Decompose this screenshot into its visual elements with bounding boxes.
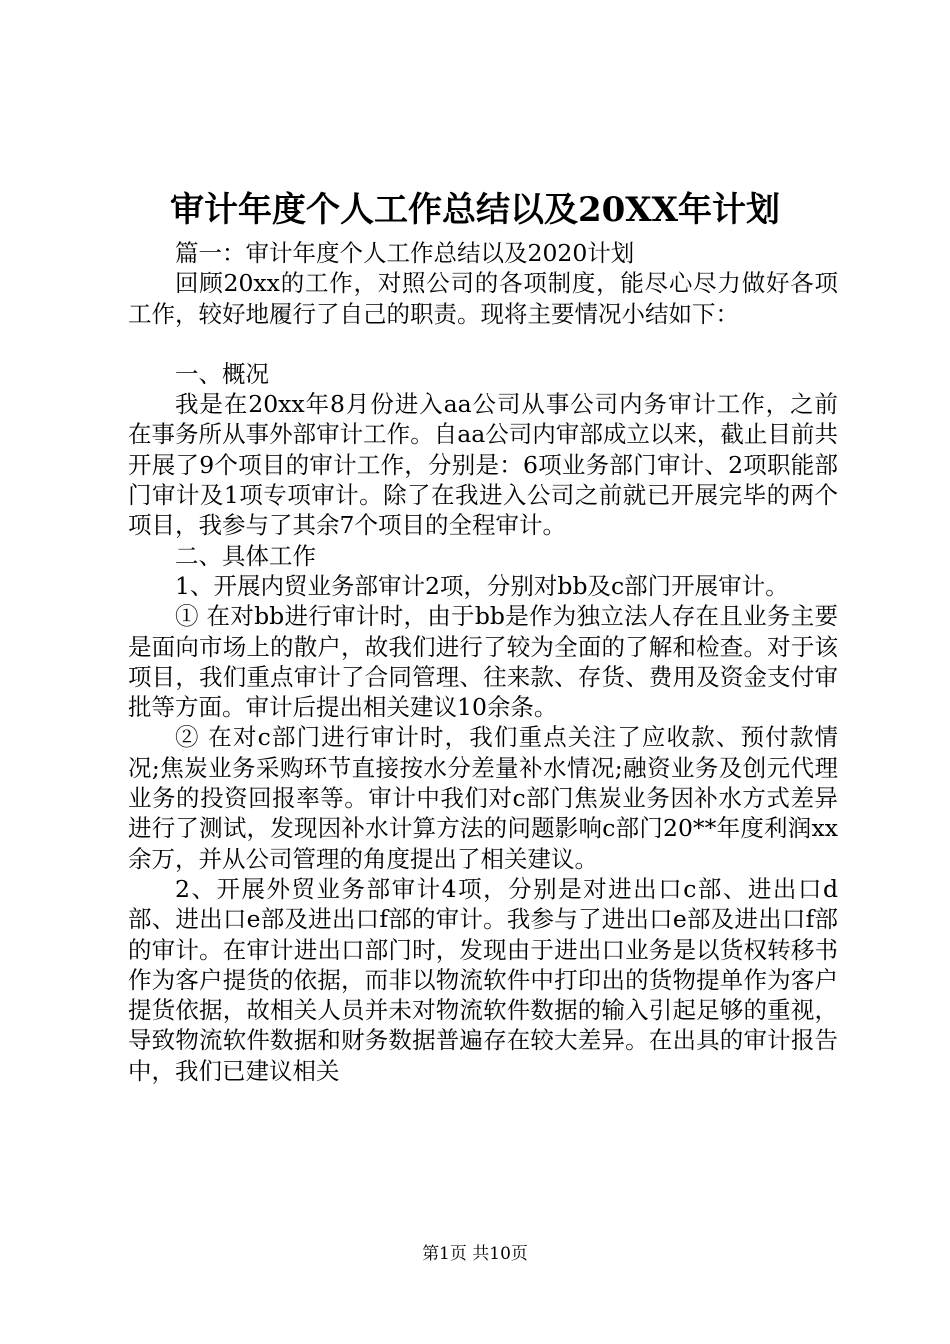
page-number-footer: 第1页 共10页	[422, 1244, 528, 1264]
paragraph: 1、开展内贸业务部审计2项，分别对bb及c部门开展审计。	[175, 571, 789, 600]
section-heading: 篇一：审计年度个人工作总结以及2020计划	[175, 239, 635, 267]
paragraph: ① 在对bb进行审计时，由于bb是作为独立法人存在且业务主要是面向市场上的散户，故我们进行了较为全面的了解和检查。对于该项目，我们重点审计了合同管理、往来款、存货、费用及资金支付审批等方面。审计后提出相关建议10余条。	[128, 602, 838, 722]
section-heading: 一、概况	[175, 359, 269, 388]
document-body	[128, 238, 838, 1086]
section-heading: 二、具体工作	[175, 541, 316, 570]
paragraph: 我是在20xx年8月份进入aa公司从事公司内务审计工作，之前在事务所从事外部审计工作。自aa公司内审部成立以来，截止目前共开展了9个项目的审计工作，分别是：6项业务部门审计、2项职能部门审计及1项专项审计。除了在我进入公司之前就已开展完毕的两个项目，我参与了其余7个项目的全程审计。	[128, 390, 838, 540]
paragraph: ② 在对c部门进行审计时，我们重点关注了应收款、预付款情况;焦炭业务采购环节直接按水分差量补水情况;融资业务及创元代理业务的投资回报率等。审计中我们对c部门焦炭业务因补水方式差异进行了测试，发现因补水计算方法的问题影响c部门20**年度利润xx余万，并从公司管理的角度提出了相关建议。	[128, 723, 838, 873]
document-title: 审计年度个人工作总结以及20XX年计划	[169, 190, 781, 230]
paragraph: 2、开展外贸业务部审计4项，分别是对进出口c部、进出口d部、进出口e部及进出口f部的审计。我参与了进出口e部及进出口f部的审计。在审计进出口部门时，发现由于进出口业务是以货权转移书作为客户提货的依据，而非以物流软件中打印出的货物提单作为客户提货依据，故相关人员并未对物流软件数据的输入引起足够的重视，导致物流软件数据和财务数据普遍存在较大差异。在出具的审计报告中，我们已建议相关	[128, 874, 838, 1085]
paragraph: 回顾20xx的工作，对照公司的各项制度，能尽心尽力做好各项工作，较好地履行了自己的职责。现将主要情况小结如下：	[128, 269, 838, 328]
